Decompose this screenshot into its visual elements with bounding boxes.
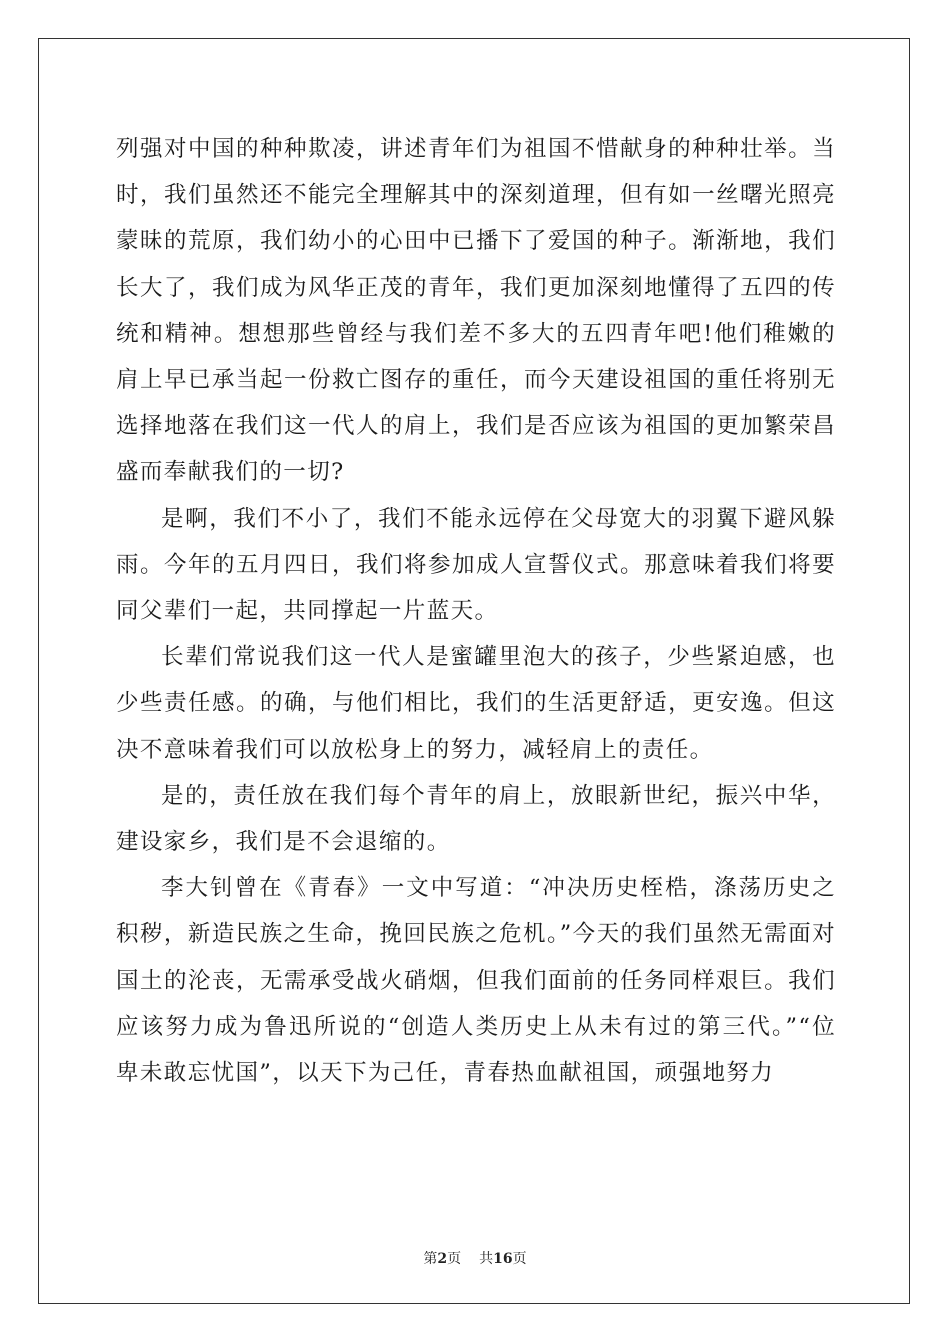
document-body: [116, 126, 836, 1096]
total-pages: 16: [493, 1251, 513, 1267]
paragraph-1: 列强对中国的种种欺凌，讲述青年们为祖国不惜献身的种种壮举。当时，我们虽然还不能完全理解其中的深刻道理，但有如一丝曙光照亮蒙昧的荒原，我们幼小的心田中已播下了爱国的种子。渐渐地，我们长大了，我们成为风华正茂的青年，我们更加深刻地懂得了五四的传统和精神。想想那些曾经与我们差不多大的五四青年吧!他们稚嫩的肩上早已承当起一份救亡图存的重任，而今天建设祖国的重任将别无选择地落在我们这一代人的肩上，我们是否应该为祖国的更加繁荣昌盛而奉献我们的一切?: [116, 136, 836, 486]
paragraph-5: 李大钊曾在《青春》一文中写道：“冲决历史桎梏，涤荡历史之积秽，新造民族之生命，挽回民族之危机。”今天的我们虽然无需面对国土的沦丧，无需承受战火硝烟，但我们面前的任务同样艰巨。我们应该努力成为鲁迅所说的“创造人类历史上从未有过的第三代。”“位卑未敢忘忧国”，以天下为己任，青春热血献祖国，顽强地努力: [116, 875, 836, 1087]
paragraph-4: 是的，责任放在我们每个青年的肩上，放眼新世纪，振兴中华，建设家乡，我们是不会退缩的。: [116, 782, 836, 856]
paragraph-2: 是啊，我们不小了，我们不能永远停在父母宽大的羽翼下避风躲雨。今年的五月四日，我们将参加成人宣誓仪式。那意味着我们将要同父辈们一起，共同撑起一片蓝天。: [116, 505, 836, 625]
total-suffix: 页: [512, 1251, 527, 1267]
page-prefix: 第: [423, 1251, 438, 1267]
page-number: 2: [437, 1251, 448, 1267]
total-prefix: 共: [479, 1251, 494, 1267]
page-suffix: 页: [447, 1251, 462, 1267]
page-footer: [0, 1248, 950, 1268]
paragraph-3: 长辈们常说我们这一代人是蜜罐里泡大的孩子，少些紧迫感，也少些责任感。的确，与他们相比，我们的生活更舒适，更安逸。但这决不意味着我们可以放松身上的努力，减轻肩上的责任。: [116, 644, 836, 763]
